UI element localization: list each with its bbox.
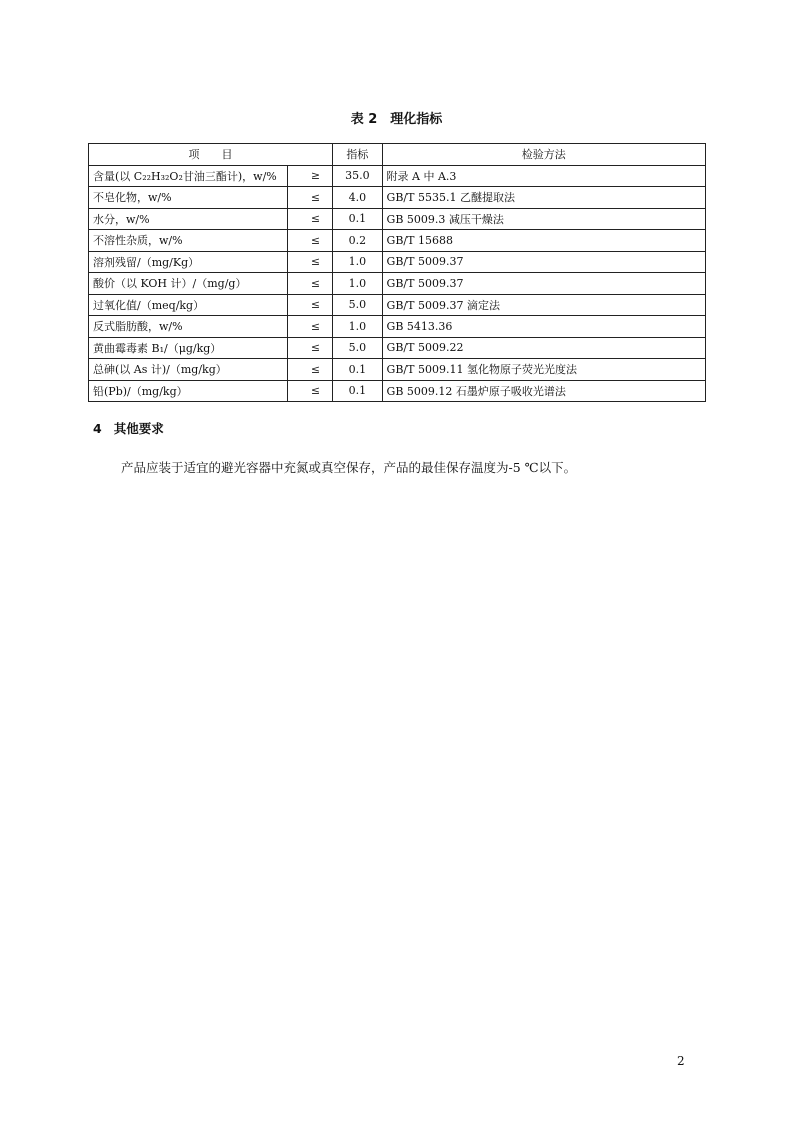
- method-cell: 附录 A 中 A.3: [382, 165, 705, 187]
- index-value-cell: 0.1: [333, 380, 382, 402]
- table-row: [89, 165, 706, 187]
- item-cell: 溶剂残留/（mg/Kg）: [89, 251, 288, 273]
- table-row: [89, 208, 706, 230]
- header-item: 项 目: [89, 144, 333, 166]
- method-cell: GB 5413.36: [382, 316, 705, 338]
- table-row: [89, 251, 706, 273]
- comparison-cell: ≤: [287, 316, 332, 338]
- item-cell: 酸价（以 KOH 计）/（mg/g）: [89, 273, 288, 295]
- table-title: 表 2 理化指标: [350, 112, 443, 127]
- header-index: 指标: [333, 144, 382, 166]
- index-value-cell: 5.0: [333, 294, 382, 316]
- index-value-cell: 1.0: [333, 273, 382, 295]
- table-body: [89, 165, 706, 402]
- index-value-cell: 0.1: [333, 359, 382, 381]
- table-header-row: [89, 144, 706, 166]
- page-number: 2: [677, 1054, 685, 1068]
- section-heading: [93, 419, 164, 437]
- comparison-cell: ≥: [287, 165, 332, 187]
- comparison-cell: ≤: [287, 337, 332, 359]
- method-cell: GB/T 5009.37 滴定法: [382, 294, 705, 316]
- table-row: [89, 230, 706, 252]
- comparison-cell: ≤: [287, 294, 332, 316]
- index-value-cell: 1.0: [333, 316, 382, 338]
- comparison-cell: ≤: [287, 187, 332, 209]
- method-cell: GB/T 5009.37: [382, 273, 705, 295]
- item-cell: 不溶性杂质，w/%: [89, 230, 288, 252]
- method-cell: GB/T 5009.37: [382, 251, 705, 273]
- table-row: [89, 337, 706, 359]
- storage-paragraph: 产品应装于适宜的避光容器中充氮或真空保存，产品的最佳保存温度为-5 ℃以下。: [121, 460, 577, 475]
- comparison-cell: ≤: [287, 251, 332, 273]
- index-value-cell: 35.0: [333, 165, 382, 187]
- index-value-cell: 1.0: [333, 251, 382, 273]
- item-cell: 不皂化物，w/%: [89, 187, 288, 209]
- table-row: [89, 294, 706, 316]
- comparison-cell: ≤: [287, 208, 332, 230]
- method-cell: GB/T 5535.1 乙醚提取法: [382, 187, 705, 209]
- comparison-cell: ≤: [287, 380, 332, 402]
- index-value-cell: 0.1: [333, 208, 382, 230]
- comparison-cell: ≤: [287, 359, 332, 381]
- comparison-cell: ≤: [287, 273, 332, 295]
- item-cell: 反式脂肪酸，w/%: [89, 316, 288, 338]
- section-number: 4: [93, 421, 102, 436]
- item-cell: 水分，w/%: [89, 208, 288, 230]
- item-cell: 总砷(以 As 计)/（mg/kg）: [89, 359, 288, 381]
- table-row: [89, 380, 706, 402]
- item-cell: 铅(Pb)/（mg/kg）: [89, 380, 288, 402]
- specification-table: [88, 143, 706, 402]
- comparison-cell: ≤: [287, 230, 332, 252]
- section-title: 其他要求: [113, 421, 164, 436]
- table-row: [89, 359, 706, 381]
- method-cell: GB/T 5009.22: [382, 337, 705, 359]
- index-value-cell: 0.2: [333, 230, 382, 252]
- method-cell: GB/T 5009.11 氢化物原子荧光光度法: [382, 359, 705, 381]
- method-cell: GB 5009.3 减压干燥法: [382, 208, 705, 230]
- table-row: [89, 187, 706, 209]
- table-row: [89, 273, 706, 295]
- header-method: 检验方法: [382, 144, 705, 166]
- item-cell: 黄曲霉毒素 B₁/（μg/kg）: [89, 337, 288, 359]
- item-cell: 含量(以 C₂₂H₃₂O₂甘油三酯计)，w/%: [89, 165, 288, 187]
- method-cell: GB/T 15688: [382, 230, 705, 252]
- item-cell: 过氧化值/（meq/kg）: [89, 294, 288, 316]
- index-value-cell: 5.0: [333, 337, 382, 359]
- method-cell: GB 5009.12 石墨炉原子吸收光谱法: [382, 380, 705, 402]
- table-row: [89, 316, 706, 338]
- index-value-cell: 4.0: [333, 187, 382, 209]
